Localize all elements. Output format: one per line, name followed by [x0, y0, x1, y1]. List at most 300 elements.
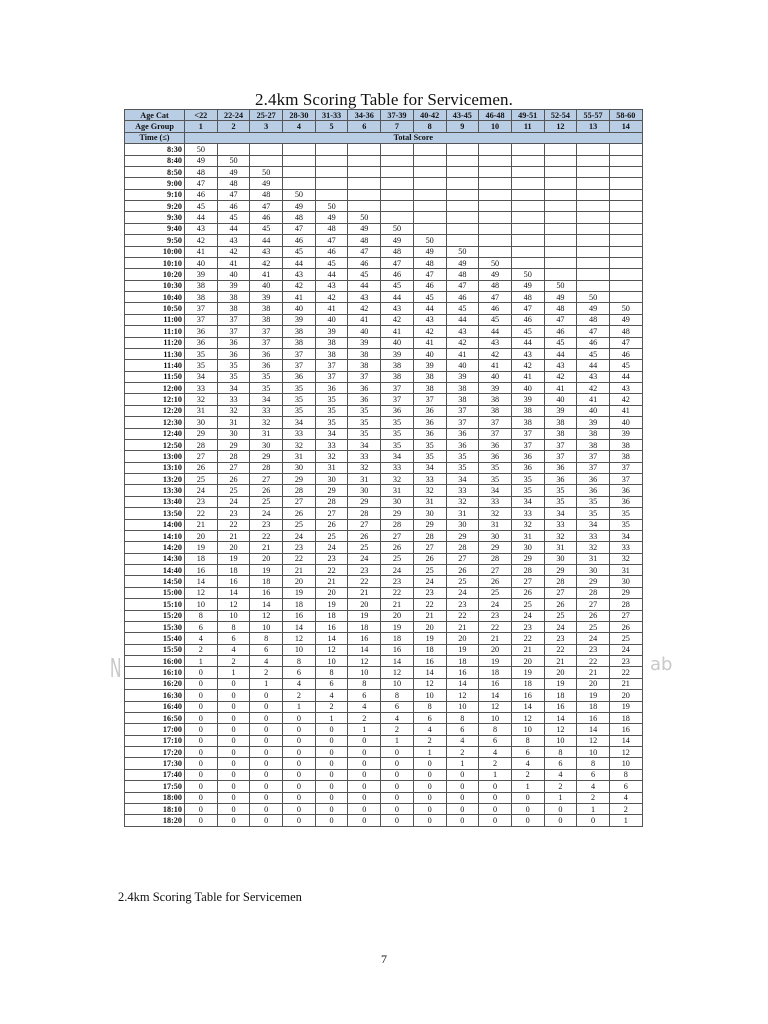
- score-cell: 0: [446, 781, 479, 792]
- score-cell: 2: [315, 701, 348, 712]
- table-row: [125, 348, 643, 359]
- score-cell: 0: [217, 769, 250, 780]
- score-cell: 26: [413, 553, 446, 564]
- score-cell: 30: [348, 485, 381, 496]
- age-category-cell: 49-51: [511, 110, 544, 121]
- age-category-header-row: [125, 110, 643, 121]
- score-cell: 24: [446, 587, 479, 598]
- score-cell: 23: [185, 496, 218, 507]
- score-cell: 18: [577, 701, 610, 712]
- score-cell: 20: [446, 633, 479, 644]
- score-cell: 26: [185, 462, 218, 473]
- score-cell: 38: [479, 394, 512, 405]
- score-cell: 42: [217, 246, 250, 257]
- scoring-table: [124, 109, 643, 827]
- score-cell: 45: [283, 246, 316, 257]
- score-cell: 49: [185, 155, 218, 166]
- score-cell: 35: [511, 474, 544, 485]
- score-cell: 21: [413, 610, 446, 621]
- score-cell: 0: [185, 701, 218, 712]
- score-cell: 35: [217, 371, 250, 382]
- time-cell: 14:30: [125, 553, 185, 564]
- time-cell: 10:20: [125, 269, 185, 280]
- score-cell: [413, 189, 446, 200]
- score-cell: [609, 166, 642, 177]
- score-cell: 21: [381, 599, 414, 610]
- score-cell: 4: [479, 747, 512, 758]
- score-cell: 38: [185, 280, 218, 291]
- score-cell: 19: [315, 599, 348, 610]
- score-cell: 35: [348, 405, 381, 416]
- score-cell: 41: [544, 383, 577, 394]
- score-cell: 0: [315, 781, 348, 792]
- score-cell: [511, 166, 544, 177]
- score-cell: 0: [217, 724, 250, 735]
- score-cell: 0: [217, 747, 250, 758]
- score-cell: 1: [283, 701, 316, 712]
- score-cell: 39: [381, 348, 414, 359]
- score-cell: 16: [511, 690, 544, 701]
- score-cell: 4: [413, 724, 446, 735]
- score-cell: 33: [250, 405, 283, 416]
- score-cell: 0: [250, 792, 283, 803]
- score-cell: 12: [348, 656, 381, 667]
- score-cell: 49: [609, 314, 642, 325]
- score-cell: 0: [479, 792, 512, 803]
- score-cell: 0: [185, 769, 218, 780]
- score-cell: [544, 189, 577, 200]
- score-cell: 24: [217, 496, 250, 507]
- score-cell: 43: [413, 314, 446, 325]
- score-cell: 41: [479, 360, 512, 371]
- score-cell: 43: [381, 303, 414, 314]
- score-cell: 36: [577, 485, 610, 496]
- score-cell: 0: [413, 769, 446, 780]
- score-cell: 28: [348, 508, 381, 519]
- age-category-cell: 52-54: [544, 110, 577, 121]
- score-cell: 36: [348, 383, 381, 394]
- age-category-cell: 28-30: [283, 110, 316, 121]
- score-cell: 18: [544, 690, 577, 701]
- score-cell: 26: [609, 621, 642, 632]
- score-cell: [609, 178, 642, 189]
- time-cell: 10:00: [125, 246, 185, 257]
- score-cell: 34: [577, 519, 610, 530]
- score-cell: 23: [446, 599, 479, 610]
- score-cell: 28: [185, 439, 218, 450]
- score-cell: 12: [413, 678, 446, 689]
- score-cell: 0: [315, 735, 348, 746]
- score-cell: 21: [511, 644, 544, 655]
- score-cell: 50: [315, 201, 348, 212]
- score-cell: 46: [577, 337, 610, 348]
- score-cell: 50: [413, 235, 446, 246]
- score-cell: 19: [609, 701, 642, 712]
- score-cell: 37: [185, 303, 218, 314]
- score-cell: 37: [283, 360, 316, 371]
- score-cell: 24: [250, 508, 283, 519]
- score-cell: 0: [544, 803, 577, 814]
- score-cell: 21: [315, 576, 348, 587]
- score-cell: 30: [511, 542, 544, 553]
- score-cell: 39: [446, 371, 479, 382]
- score-cell: 0: [250, 769, 283, 780]
- table-row: [125, 235, 643, 246]
- score-cell: 43: [511, 348, 544, 359]
- score-cell: 37: [544, 439, 577, 450]
- score-cell: 37: [479, 417, 512, 428]
- score-cell: 16: [479, 678, 512, 689]
- score-cell: 36: [446, 428, 479, 439]
- table-row: [125, 201, 643, 212]
- table-row: [125, 383, 643, 394]
- score-cell: 47: [185, 178, 218, 189]
- score-cell: [609, 280, 642, 291]
- score-cell: 22: [315, 565, 348, 576]
- score-cell: 44: [413, 303, 446, 314]
- score-cell: 22: [381, 587, 414, 598]
- score-cell: 33: [185, 383, 218, 394]
- score-cell: 31: [511, 530, 544, 541]
- score-cell: 0: [185, 735, 218, 746]
- age-category-cell: 55-57: [577, 110, 610, 121]
- score-cell: [577, 212, 610, 223]
- score-cell: 37: [185, 314, 218, 325]
- score-cell: 42: [348, 303, 381, 314]
- table-row: [125, 451, 643, 462]
- score-cell: 35: [185, 348, 218, 359]
- score-cell: 39: [185, 269, 218, 280]
- score-cell: 30: [381, 496, 414, 507]
- score-cell: [609, 223, 642, 234]
- score-cell: 35: [479, 474, 512, 485]
- score-cell: [283, 155, 316, 166]
- time-cell: 10:50: [125, 303, 185, 314]
- score-cell: 42: [315, 292, 348, 303]
- age-group-cell: 14: [609, 121, 642, 132]
- score-cell: 35: [577, 508, 610, 519]
- score-cell: 33: [381, 462, 414, 473]
- score-cell: 12: [544, 724, 577, 735]
- score-cell: 0: [413, 803, 446, 814]
- score-cell: 36: [609, 496, 642, 507]
- score-cell: 35: [413, 439, 446, 450]
- score-cell: 36: [544, 474, 577, 485]
- score-cell: 36: [413, 428, 446, 439]
- score-cell: 38: [381, 360, 414, 371]
- age-group-cell: 10: [479, 121, 512, 132]
- score-cell: 34: [446, 474, 479, 485]
- score-cell: 45: [511, 326, 544, 337]
- score-cell: 22: [283, 553, 316, 564]
- score-cell: 38: [217, 303, 250, 314]
- table-row: [125, 474, 643, 485]
- score-cell: 6: [217, 633, 250, 644]
- table-row: [125, 257, 643, 268]
- score-cell: 35: [217, 360, 250, 371]
- score-cell: 0: [217, 758, 250, 769]
- score-cell: 32: [283, 439, 316, 450]
- time-cell: 11:30: [125, 348, 185, 359]
- score-cell: 48: [185, 166, 218, 177]
- score-cell: 1: [217, 667, 250, 678]
- score-cell: 18: [315, 610, 348, 621]
- score-cell: 43: [217, 235, 250, 246]
- score-cell: 50: [217, 155, 250, 166]
- score-cell: 27: [511, 576, 544, 587]
- score-cell: 27: [315, 508, 348, 519]
- score-cell: 18: [250, 576, 283, 587]
- score-cell: 41: [283, 292, 316, 303]
- score-cell: 37: [544, 451, 577, 462]
- score-cell: 20: [577, 678, 610, 689]
- score-cell: 37: [577, 462, 610, 473]
- score-cell: 38: [283, 326, 316, 337]
- table-row: [125, 712, 643, 723]
- score-cell: 36: [185, 337, 218, 348]
- score-cell: 0: [315, 815, 348, 826]
- score-cell: 10: [479, 712, 512, 723]
- table-row: [125, 280, 643, 291]
- score-cell: 39: [250, 292, 283, 303]
- score-cell: 48: [413, 257, 446, 268]
- score-cell: 33: [609, 542, 642, 553]
- score-cell: 38: [250, 314, 283, 325]
- score-cell: 10: [185, 599, 218, 610]
- score-cell: 30: [609, 576, 642, 587]
- score-cell: 40: [283, 303, 316, 314]
- score-cell: 0: [413, 758, 446, 769]
- score-cell: 14: [185, 576, 218, 587]
- score-cell: 14: [348, 644, 381, 655]
- score-cell: 29: [315, 485, 348, 496]
- score-cell: 38: [577, 428, 610, 439]
- score-cell: 23: [250, 519, 283, 530]
- score-cell: [315, 166, 348, 177]
- score-cell: 22: [577, 656, 610, 667]
- score-cell: 31: [577, 553, 610, 564]
- score-cell: 22: [609, 667, 642, 678]
- score-cell: [283, 178, 316, 189]
- score-cell: 48: [315, 223, 348, 234]
- score-cell: 8: [577, 758, 610, 769]
- score-cell: 42: [479, 348, 512, 359]
- score-cell: 37: [381, 383, 414, 394]
- score-cell: 8: [479, 724, 512, 735]
- age-category-cell: 40-42: [413, 110, 446, 121]
- score-cell: 4: [348, 701, 381, 712]
- time-cell: 16:30: [125, 690, 185, 701]
- score-cell: 0: [479, 815, 512, 826]
- score-cell: [511, 155, 544, 166]
- score-cell: 24: [185, 485, 218, 496]
- score-cell: 42: [544, 371, 577, 382]
- score-cell: [446, 212, 479, 223]
- score-cell: [544, 144, 577, 155]
- score-cell: 12: [217, 599, 250, 610]
- score-cell: 8: [381, 690, 414, 701]
- time-cell: 16:50: [125, 712, 185, 723]
- score-cell: 0: [283, 724, 316, 735]
- score-cell: 36: [315, 383, 348, 394]
- score-cell: 46: [609, 348, 642, 359]
- score-cell: 25: [577, 621, 610, 632]
- score-cell: 36: [511, 451, 544, 462]
- table-row: [125, 508, 643, 519]
- table-row: [125, 747, 643, 758]
- score-cell: 44: [479, 326, 512, 337]
- score-cell: 23: [413, 587, 446, 598]
- score-cell: 0: [250, 712, 283, 723]
- score-cell: 49: [446, 257, 479, 268]
- score-cell: 20: [511, 656, 544, 667]
- score-cell: 50: [479, 257, 512, 268]
- score-cell: 32: [413, 485, 446, 496]
- score-cell: 36: [381, 405, 414, 416]
- score-cell: 14: [315, 633, 348, 644]
- score-cell: 23: [479, 610, 512, 621]
- score-cell: 48: [479, 280, 512, 291]
- table-row: [125, 394, 643, 405]
- score-cell: 1: [315, 712, 348, 723]
- score-cell: 1: [348, 724, 381, 735]
- score-cell: 47: [250, 201, 283, 212]
- score-cell: 0: [185, 667, 218, 678]
- time-cell: 9:20: [125, 201, 185, 212]
- score-cell: 0: [283, 747, 316, 758]
- score-cell: 35: [609, 519, 642, 530]
- table-row: [125, 212, 643, 223]
- score-cell: 21: [609, 678, 642, 689]
- score-cell: 16: [315, 621, 348, 632]
- score-cell: 32: [479, 508, 512, 519]
- score-cell: 25: [446, 576, 479, 587]
- score-cell: 0: [348, 815, 381, 826]
- score-cell: 0: [381, 815, 414, 826]
- score-cell: 0: [185, 678, 218, 689]
- score-cell: 26: [217, 474, 250, 485]
- score-cell: 47: [544, 314, 577, 325]
- score-cell: 41: [609, 405, 642, 416]
- score-cell: 41: [413, 337, 446, 348]
- time-cell: 16:20: [125, 678, 185, 689]
- score-cell: 23: [609, 656, 642, 667]
- score-cell: [577, 201, 610, 212]
- score-cell: 33: [413, 474, 446, 485]
- score-cell: 35: [250, 371, 283, 382]
- score-cell: 6: [609, 781, 642, 792]
- score-cell: 20: [381, 610, 414, 621]
- score-cell: 34: [413, 462, 446, 473]
- score-cell: 18: [479, 667, 512, 678]
- score-cell: 46: [381, 269, 414, 280]
- score-cell: 29: [577, 576, 610, 587]
- score-cell: 45: [609, 360, 642, 371]
- score-cell: [446, 189, 479, 200]
- score-cell: 37: [446, 405, 479, 416]
- score-cell: 6: [283, 667, 316, 678]
- score-cell: 12: [479, 701, 512, 712]
- score-cell: 42: [283, 280, 316, 291]
- score-cell: 20: [185, 530, 218, 541]
- time-cell: 15:50: [125, 644, 185, 655]
- score-cell: 31: [544, 542, 577, 553]
- score-cell: 10: [577, 747, 610, 758]
- score-cell: 0: [446, 769, 479, 780]
- score-cell: 2: [217, 656, 250, 667]
- score-cell: 32: [315, 451, 348, 462]
- score-cell: 34: [315, 428, 348, 439]
- score-cell: 29: [413, 519, 446, 530]
- score-cell: 46: [315, 246, 348, 257]
- score-cell: 0: [479, 781, 512, 792]
- score-cell: 47: [446, 280, 479, 291]
- time-cell: 13:50: [125, 508, 185, 519]
- score-cell: 16: [609, 724, 642, 735]
- age-group-cell: 13: [577, 121, 610, 132]
- score-cell: [609, 269, 642, 280]
- score-cell: [544, 212, 577, 223]
- table-row: [125, 166, 643, 177]
- score-cell: 36: [609, 485, 642, 496]
- score-cell: [381, 178, 414, 189]
- score-cell: 41: [315, 303, 348, 314]
- score-cell: 46: [217, 201, 250, 212]
- score-cell: 41: [217, 257, 250, 268]
- score-cell: 33: [348, 451, 381, 462]
- score-cell: 49: [283, 201, 316, 212]
- score-cell: 33: [217, 394, 250, 405]
- score-cell: [511, 223, 544, 234]
- age-group-cell: 11: [511, 121, 544, 132]
- score-cell: [479, 155, 512, 166]
- table-row: [125, 485, 643, 496]
- score-cell: 38: [315, 348, 348, 359]
- score-cell: [609, 189, 642, 200]
- score-cell: 27: [217, 462, 250, 473]
- score-cell: 2: [577, 792, 610, 803]
- score-cell: 25: [283, 519, 316, 530]
- score-cell: 25: [217, 485, 250, 496]
- score-cell: 32: [185, 394, 218, 405]
- score-cell: 28: [511, 565, 544, 576]
- table-row: [125, 758, 643, 769]
- score-cell: 30: [250, 439, 283, 450]
- score-cell: 38: [609, 451, 642, 462]
- score-cell: 47: [413, 269, 446, 280]
- score-cell: 29: [217, 439, 250, 450]
- age-group-cell: 9: [446, 121, 479, 132]
- score-cell: 42: [511, 360, 544, 371]
- score-cell: 0: [577, 815, 610, 826]
- age-group-cell: 5: [315, 121, 348, 132]
- score-cell: 28: [315, 496, 348, 507]
- score-cell: [283, 144, 316, 155]
- score-cell: 30: [217, 428, 250, 439]
- score-cell: 49: [217, 166, 250, 177]
- score-cell: 10: [315, 656, 348, 667]
- score-cell: 18: [413, 644, 446, 655]
- score-cell: 45: [250, 223, 283, 234]
- score-cell: 1: [479, 769, 512, 780]
- score-cell: 29: [446, 530, 479, 541]
- score-cell: 37: [413, 394, 446, 405]
- time-cell: 16:00: [125, 656, 185, 667]
- score-cell: 12: [315, 644, 348, 655]
- score-cell: 27: [479, 565, 512, 576]
- score-cell: 37: [283, 348, 316, 359]
- score-cell: 4: [544, 769, 577, 780]
